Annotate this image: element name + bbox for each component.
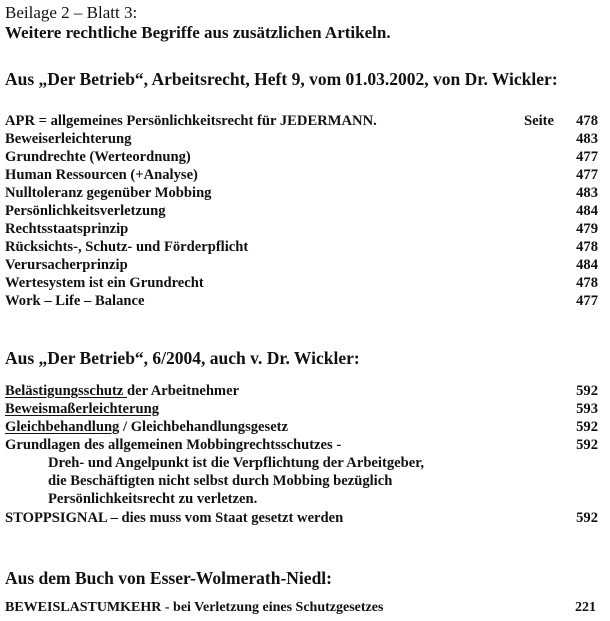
entry-page-number: 592 xyxy=(576,437,598,453)
index-entry xyxy=(5,256,598,274)
entry-page-number: 477 xyxy=(576,149,598,165)
entry-term: Human Ressourcen (+Analyse) xyxy=(5,167,198,183)
section-heading-der-betrieb-2004: Aus „Der Betrieb“, 6/2004, auch v. Dr. Wickler: xyxy=(5,348,360,368)
entry-explanation-line: Persönlichkeitsrecht zu verletzen. xyxy=(48,491,258,507)
entry-term: Grundrechte (Werteordnung) xyxy=(5,149,191,165)
page-prefix-label: Seite xyxy=(524,113,554,129)
entry-explanation-line: Dreh- und Angelpunkt ist die Verpflichtung der Arbeitgeber, xyxy=(48,455,424,471)
entry-term-underlined: Beweismaßerleichterung xyxy=(5,401,160,417)
entry-term-rest: Grundlagen des allgemeinen Mobbingrechtsschutzes - xyxy=(5,437,342,453)
entry-page-number: 592 xyxy=(576,383,598,399)
index-entry xyxy=(5,112,598,130)
index-entry xyxy=(5,382,598,400)
entry-page-number: 478 xyxy=(576,239,598,255)
index-entry xyxy=(5,509,598,527)
entry-term: Verursacherprinzip xyxy=(5,257,128,273)
entry-term: APR = allgemeines Persönlichkeitsrecht für JEDERMANN. xyxy=(5,113,377,129)
entry-term-rest: der Arbeitnehmer xyxy=(127,383,240,399)
entry-page-number: 592 xyxy=(576,419,598,435)
index-entry xyxy=(5,418,598,436)
entry-page-number: 593 xyxy=(576,401,598,417)
entry-page-number: 478 xyxy=(576,113,598,129)
entry-term: STOPPSIGNAL – dies muss vom Staat gesetzt werden xyxy=(5,510,344,526)
entry-term-rest: / Gleichbehandlungsgesetz xyxy=(119,419,289,435)
entry-term: Persönlichkeitsverletzung xyxy=(5,203,166,219)
entry-page-number: 477 xyxy=(576,293,598,309)
entry-term xyxy=(5,436,341,454)
entry-term: Rechtsstaatsprinzip xyxy=(5,221,129,237)
index-entry xyxy=(5,130,598,148)
entry-term: Beweiserleichterung xyxy=(5,131,132,147)
entry-term xyxy=(5,418,288,436)
entry-page-number: 484 xyxy=(576,257,598,273)
entry-page-number: 592 xyxy=(576,510,598,526)
index-entry xyxy=(5,202,598,220)
entry-page-number: 477 xyxy=(576,167,598,183)
sheet-label: Beilage 2 – Blatt 3: xyxy=(5,3,138,22)
entry-term xyxy=(5,400,159,418)
entry-term: Rücksichts-, Schutz- und Förderpflicht xyxy=(5,239,249,255)
index-entry xyxy=(5,400,598,418)
entry-term: Nulltoleranz gegenüber Mobbing xyxy=(5,185,212,201)
entry-term-underlined: Gleichbehandlung xyxy=(5,419,120,435)
entry-term xyxy=(5,382,239,400)
entry-term: Wertesystem ist ein Grundrecht xyxy=(5,275,204,291)
entry-page-number: 483 xyxy=(576,131,598,147)
index-entry xyxy=(5,274,598,292)
index-entry xyxy=(5,292,598,310)
index-entry xyxy=(5,436,598,454)
entry-page-number: 221 xyxy=(575,600,596,615)
section-heading-der-betrieb-2002: Aus „Der Betrieb“, Arbeitsrecht, Heft 9, vom 01.03.2002, von Dr. Wickler: xyxy=(5,69,558,89)
document-title: Weitere rechtliche Begriffe aus zusätzlichen Artikeln. xyxy=(5,23,391,42)
section-heading-book: Aus dem Buch von Esser-Wolmerath-Niedl: xyxy=(5,568,332,588)
entry-explanation-line: die Beschäftigten nicht selbst durch Mobbing bezüglich xyxy=(48,473,393,489)
index-entry xyxy=(5,184,598,202)
entry-page-number: 483 xyxy=(576,185,598,201)
index-entry xyxy=(5,166,598,184)
entry-term-underlined: Belästigungsschutz xyxy=(5,383,128,399)
index-entry xyxy=(5,599,598,617)
entry-page-number: 479 xyxy=(576,221,598,237)
entry-page-number: 484 xyxy=(576,203,598,219)
entry-page-number: 478 xyxy=(576,275,598,291)
entry-term: Work – Life – Balance xyxy=(5,293,145,309)
index-entry xyxy=(5,238,598,256)
index-entry xyxy=(5,220,598,238)
entry-term: BEWEISLASTUMKEHR - bei Verletzung eines Schutzgesetzes xyxy=(5,600,384,615)
index-entry xyxy=(5,148,598,166)
